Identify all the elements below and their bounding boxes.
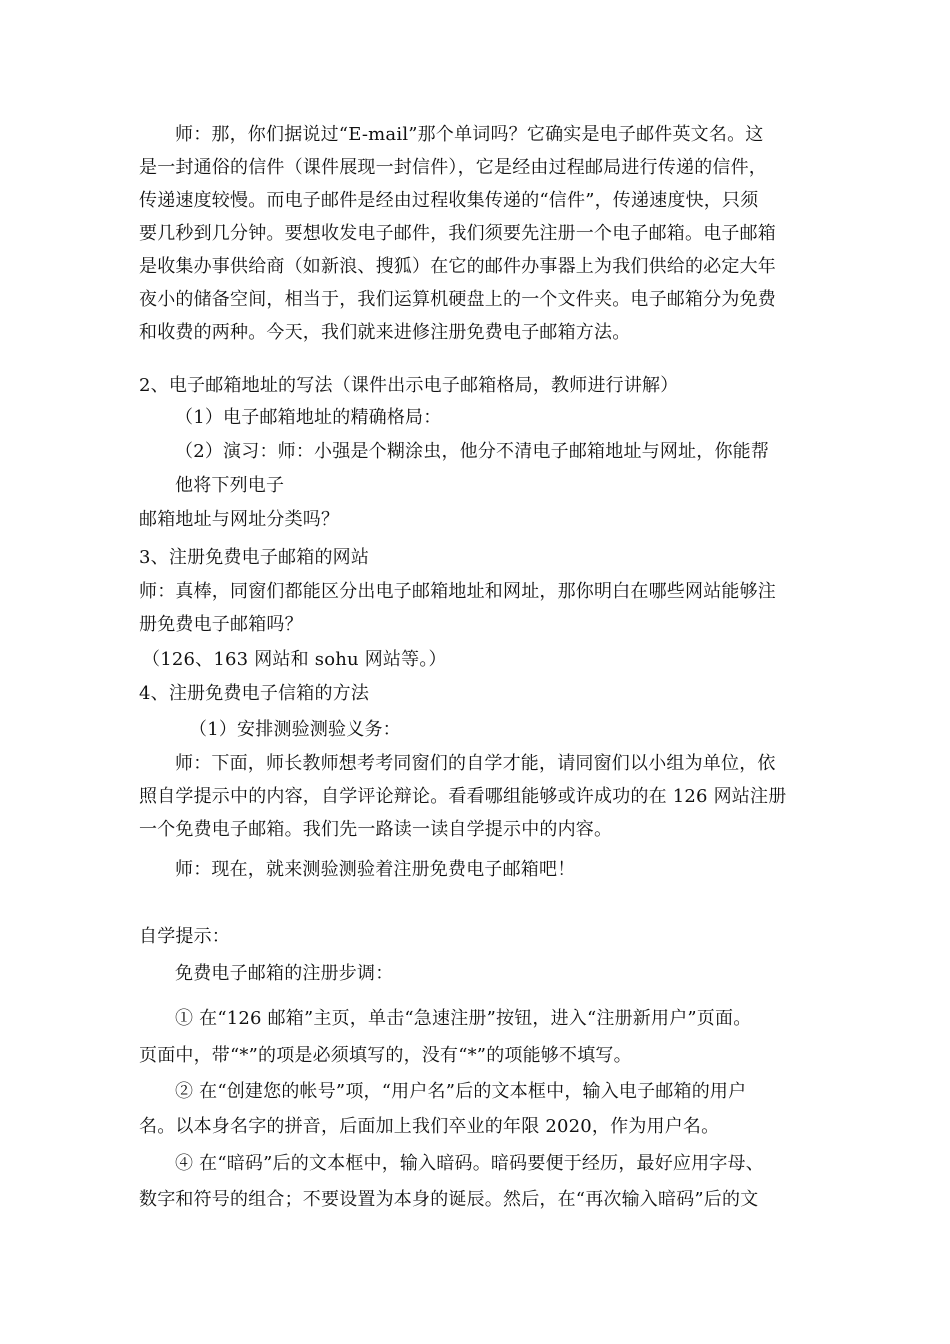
list-item: （1）电子邮箱地址的精确格局： <box>175 407 442 428</box>
paragraph-line: 是一封通俗的信件（课件展现一封信件），它是经由过程邮局进行传递的信件， <box>139 157 767 178</box>
list-item: （1）安排测验测验义务： <box>189 719 401 740</box>
paragraph-line: 夜小的储备空间，相当于，我们运算机硬盘上的一个文件夹。电子邮箱分为免费 <box>139 289 776 310</box>
paragraph-line: 他将下列电子 <box>175 475 285 496</box>
section-heading: 3、注册免费电子邮箱的网站 <box>139 547 370 568</box>
paragraph-line: 数字和符号的组合；不要设置为本身的诞辰。然后，在“再次输入暗码”后的文 <box>139 1189 759 1210</box>
list-item: ① 在“126 邮箱”主页，单击“急速注册”按钮，进入“注册新用户”页面。 <box>175 1008 752 1029</box>
paragraph-line: 名。以本身名字的拼音，后面加上我们卒业的年限 2020，作为用户名。 <box>139 1116 720 1137</box>
paragraph-line: 师：那，你们据说过“E-mail”那个单词吗？它确实是电子邮件英文名。这 <box>175 124 764 145</box>
paragraph-line: 页面中，带“*”的项是必须填写的，没有“*”的项能够不填写。 <box>139 1045 632 1066</box>
paragraph-line: 师：现在，就来测验测验着注册免费电子邮箱吧！ <box>175 859 576 880</box>
paragraph-line: 册免费电子邮箱吗？ <box>139 614 303 635</box>
section-heading: 2、电子邮箱地址的写法（课件出示电子邮箱格局，教师进行讲解） <box>139 375 679 396</box>
paragraph-line: 传递速度较慢。而电子邮件是经由过程收集传递的“信件”，传递速度快，只须 <box>139 190 759 211</box>
paragraph-line: （126、163 网站和 sohu 网站等。） <box>142 649 447 670</box>
list-item: （2）演习：师：小强是个糊涂虫，他分不清电子邮箱地址与网址，你能帮 <box>175 441 770 462</box>
list-item: ④ 在“暗码”后的文本框中，输入暗码。暗码要便于经历，最好应用字母、 <box>175 1153 764 1174</box>
section-heading: 自学提示： <box>139 926 230 947</box>
paragraph-line: 师：真棒，同窗们都能区分出电子邮箱地址和网址，那你明白在哪些网站能够注 <box>139 581 776 602</box>
paragraph-line: 要几秒到几分钟。要想收发电子邮件，我们须要先注册一个电子邮箱。电子邮箱 <box>139 223 776 244</box>
paragraph-line: 和收费的两种。今天，我们就来进修注册免费电子邮箱方法。 <box>139 322 631 343</box>
paragraph-line: 免费电子邮箱的注册步调： <box>175 963 394 984</box>
section-heading: 4、注册免费电子信箱的方法 <box>139 683 370 704</box>
paragraph-line: 师：下面，师长教师想考考同窗们的自学才能，请同窗们以小组为单位，依 <box>175 753 776 774</box>
paragraph-line: 照自学提示中的内容，自学评论辩论。看看哪组能够或许成功的在 126 网站注册 <box>139 786 787 807</box>
paragraph-line: 邮箱地址与网址分类吗？ <box>139 509 340 530</box>
list-item: ② 在“创建您的帐号”项，“用户名”后的文本框中，输入电子邮箱的用户 <box>175 1081 747 1102</box>
paragraph-line: 是收集办事供给商（如新浪、搜狐）在它的邮件办事器上为我们供给的必定大年 <box>139 256 776 277</box>
paragraph-line: 一个免费电子邮箱。我们先一路读一读自学提示中的内容。 <box>139 819 613 840</box>
